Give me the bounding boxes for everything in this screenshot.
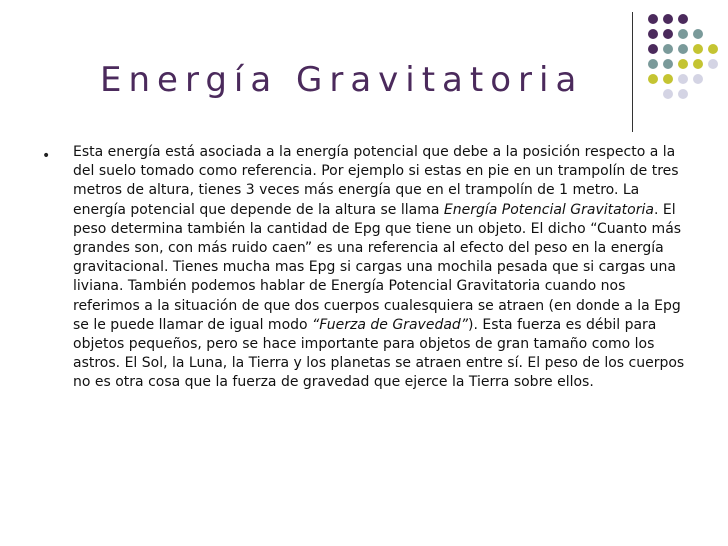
decorative-dot (648, 59, 658, 69)
decorative-dot (663, 29, 673, 39)
decorative-dot (648, 74, 658, 84)
decorative-dot (708, 44, 718, 54)
decorative-dot (678, 89, 688, 99)
decorative-dot (663, 74, 673, 84)
bullet-marker: • (42, 148, 51, 164)
term-energia-potencial-gravitatoria: Energía Potencial Gravitatoria (443, 201, 654, 218)
decorative-dot (678, 59, 688, 69)
decorative-dot (663, 89, 673, 99)
paragraph-text-2: . El peso determina también la cantidad de Epg que tiene un objeto. El dicho “Cuanto más grandes son, con más ruido caen” es una referencia al efecto del peso en la energía gravitacional. Tienes mucha mas Epg si cargas una mochila pesada que si cargas una liviana. También podemos hablar de Energía Potencial Gravitatoria cuando nos referimos a la situación de que dos cuerpos cualesquiera se atraen (en donde a la Epg se le puede llamar de igual modo (73, 201, 682, 333)
decorative-dot (648, 14, 658, 24)
decorative-dot (678, 29, 688, 39)
decorative-dot (663, 59, 673, 69)
paragraph-text-3: ). Esta fuerza es débil para objetos pequeños, pero se hace importante para objetos de gran tamaño como los astros. El Sol, la Luna, la Tierra y los planetas se atraen entre sí. El peso de los cuerpos no es otra cosa que la fuerza de gravedad que ejerce la Tierra sobre ellos. (73, 316, 685, 391)
term-fuerza-de-gravedad: “Fuerza de Gravedad” (312, 316, 469, 333)
slide-title: Energía Gravitatoria (100, 60, 584, 100)
decorative-dot (648, 29, 658, 39)
decorative-dot (663, 14, 673, 24)
decorative-dot (708, 59, 718, 69)
decorative-dot (693, 29, 703, 39)
decorative-dot (693, 74, 703, 84)
title-divider (632, 12, 633, 132)
decorative-dot (693, 44, 703, 54)
decorative-dot (678, 74, 688, 84)
decorative-dot (663, 44, 673, 54)
decorative-dot (648, 44, 658, 54)
paragraph-text-1: Esta energía está asociada a la energía potencial que debe a la posición respecto a la del suelo tomado como referencia. Por ejemplo si estas en pie en un trampolín de tres metros de altura, tienes 3 veces más energía que en el trampolín de 1 metro. La energía potencial que depende de la altura se llama (73, 144, 679, 218)
body-paragraph (73, 143, 693, 393)
decorative-dot (678, 44, 688, 54)
decorative-dot (678, 14, 688, 24)
decorative-dot (693, 59, 703, 69)
